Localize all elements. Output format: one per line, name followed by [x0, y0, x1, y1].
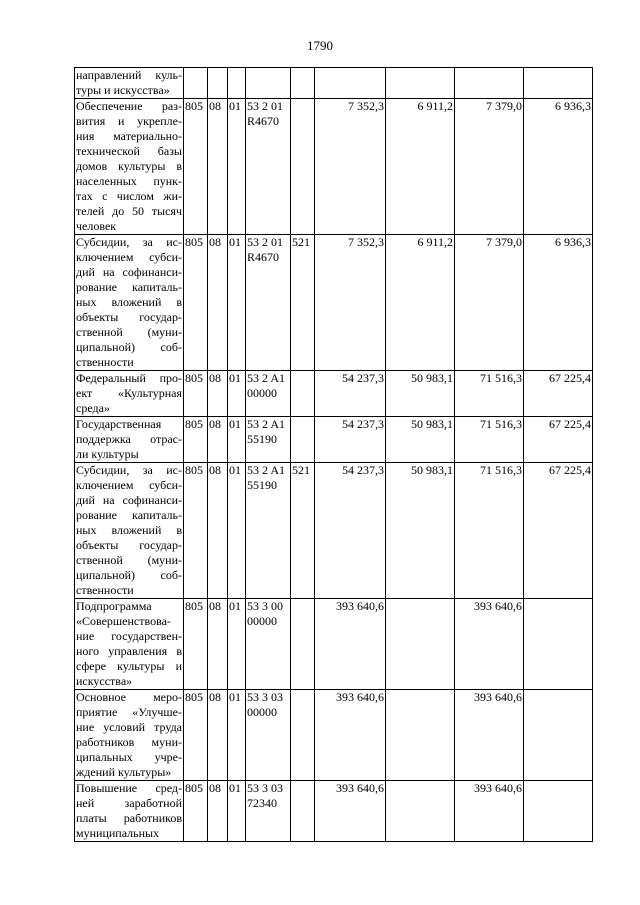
ministry-code-cell: 805 — [184, 417, 208, 463]
budget-table — [74, 67, 593, 842]
section-code-cell: 08 — [208, 599, 228, 690]
amount-cell-4: 67 225,4 — [524, 417, 593, 463]
target-article-line: R4670 — [247, 250, 280, 264]
item-name-line: искусства» — [76, 674, 133, 688]
target-article-line: 55190 — [247, 432, 277, 446]
item-name-line: тах с числом жи- — [76, 189, 182, 203]
item-name-line: дий на софинанси- — [76, 265, 182, 279]
subsection-code-cell: 01 — [228, 371, 246, 417]
table-row — [75, 235, 593, 371]
item-name-line: ние государствен- — [76, 629, 182, 643]
target-article-cell — [246, 781, 291, 842]
target-article-line: 53 3 03 — [247, 781, 283, 795]
target-article-cell — [246, 417, 291, 463]
amount-cell-2 — [386, 781, 455, 842]
expense-type-cell: 521 — [291, 463, 315, 599]
amount-cell-1: 54 237,3 — [315, 371, 386, 417]
item-name-line: ципальных учре- — [76, 750, 182, 764]
target-article-line: 53 2 A1 — [247, 371, 286, 385]
budget-table-body — [75, 68, 593, 842]
subsection-code-cell: 01 — [228, 99, 246, 235]
amount-cell-3: 71 516,3 — [455, 417, 524, 463]
subsection-code-cell: 01 — [228, 463, 246, 599]
amount-cell-3: 71 516,3 — [455, 463, 524, 599]
item-name-cell — [75, 99, 184, 235]
page-number: 1790 — [307, 38, 333, 53]
target-article-line: 00000 — [247, 386, 277, 400]
item-name-line: рование капиталь- — [76, 280, 182, 294]
item-name-line: платы работников — [76, 811, 182, 825]
amount-cell-2 — [386, 599, 455, 690]
target-article-line: 53 3 03 — [247, 690, 283, 704]
item-name-cell — [75, 371, 184, 417]
item-name-line: «Совершенствова- — [76, 614, 171, 628]
item-name-line: среда» — [76, 401, 110, 415]
item-name-line: объекты государ- — [76, 538, 182, 552]
amount-cell-2: 6 911,2 — [386, 99, 455, 235]
item-name-line: ных вложений в — [76, 295, 182, 309]
item-name-cell — [75, 68, 184, 99]
item-name-line: Субсидии, за ис- — [76, 463, 182, 477]
amount-cell-1 — [315, 68, 386, 99]
target-article-cell — [246, 599, 291, 690]
amount-cell-1: 393 640,6 — [315, 690, 386, 781]
ministry-code-cell: 805 — [184, 690, 208, 781]
item-name-cell — [75, 690, 184, 781]
target-article-line: 55190 — [247, 478, 277, 492]
amount-cell-4: 67 225,4 — [524, 463, 593, 599]
amount-cell-4: 6 936,3 — [524, 99, 593, 235]
item-name-line: муниципальных — [76, 826, 160, 840]
ministry-code-cell: 805 — [184, 781, 208, 842]
item-name-line: технической базы — [76, 144, 182, 158]
item-name-line: ственности — [76, 583, 134, 597]
amount-cell-2: 50 983,1 — [386, 371, 455, 417]
table-row — [75, 599, 593, 690]
item-name-cell — [75, 417, 184, 463]
item-name-line: рование капиталь- — [76, 508, 182, 522]
amount-cell-4 — [524, 781, 593, 842]
amount-cell-1: 393 640,6 — [315, 599, 386, 690]
amount-cell-3: 393 640,6 — [455, 781, 524, 842]
ministry-code-cell: 805 — [184, 99, 208, 235]
amount-cell-2 — [386, 68, 455, 99]
item-name-line: домов культуры в — [76, 159, 182, 173]
item-name-cell — [75, 235, 184, 371]
expense-type-cell: 521 — [291, 235, 315, 371]
item-name-line: Повышение сред- — [76, 781, 182, 795]
item-name-line: объекты государ- — [76, 310, 182, 324]
target-article-line: 53 2 01 — [247, 235, 283, 249]
expense-type-cell — [291, 781, 315, 842]
target-article-line: 00000 — [247, 614, 277, 628]
amount-cell-1: 393 640,6 — [315, 781, 386, 842]
amount-cell-1: 54 237,3 — [315, 463, 386, 599]
amount-cell-3: 7 379,0 — [455, 99, 524, 235]
section-code-cell: 08 — [208, 371, 228, 417]
target-article-cell — [246, 68, 291, 99]
table-row — [75, 463, 593, 599]
expense-type-cell — [291, 371, 315, 417]
amount-cell-3: 7 379,0 — [455, 235, 524, 371]
item-name-line: направлений куль- — [76, 68, 182, 82]
amount-cell-2: 6 911,2 — [386, 235, 455, 371]
subsection-code-cell: 01 — [228, 235, 246, 371]
table-row — [75, 690, 593, 781]
item-name-line: ние условий труда — [76, 720, 182, 734]
item-name-line: ния материально- — [76, 129, 182, 143]
amount-cell-3: 393 640,6 — [455, 599, 524, 690]
item-name-line: вития и укрепле- — [76, 114, 182, 128]
item-name-line: сфере культуры и — [76, 659, 182, 673]
table-row — [75, 781, 593, 842]
target-article-line: 53 2 A1 — [247, 417, 286, 431]
ministry-code-cell — [184, 68, 208, 99]
amount-cell-4: 6 936,3 — [524, 235, 593, 371]
target-article-line: 00000 — [247, 705, 277, 719]
section-code-cell: 08 — [208, 417, 228, 463]
amount-cell-4 — [524, 599, 593, 690]
target-article-line: R4670 — [247, 114, 280, 128]
target-article-cell — [246, 463, 291, 599]
target-article-line: 53 3 00 — [247, 599, 283, 613]
section-code-cell: 08 — [208, 463, 228, 599]
ministry-code-cell: 805 — [184, 599, 208, 690]
item-name-line: ственной (муни- — [76, 553, 182, 567]
section-code-cell: 08 — [208, 235, 228, 371]
item-name-line: человек — [76, 219, 117, 233]
item-name-line: ней заработной — [76, 796, 182, 810]
item-name-line: приятие «Улучше- — [76, 705, 182, 719]
item-name-line: ект «Культурная — [76, 386, 182, 400]
target-article-line: 53 2 A1 — [247, 463, 286, 477]
expense-type-cell — [291, 690, 315, 781]
item-name-cell — [75, 599, 184, 690]
item-name-cell — [75, 463, 184, 599]
amount-cell-2 — [386, 690, 455, 781]
item-name-line: Основное меро- — [76, 690, 182, 704]
item-name-line: населенных пунк- — [76, 174, 182, 188]
amount-cell-3 — [455, 68, 524, 99]
section-code-cell: 08 — [208, 781, 228, 842]
amount-cell-1: 7 352,3 — [315, 99, 386, 235]
amount-cell-2: 50 983,1 — [386, 463, 455, 599]
item-name-line: ственной (муни- — [76, 325, 182, 339]
item-name-line: Федеральный про- — [76, 371, 182, 385]
item-name-line: ключением субси- — [76, 478, 182, 492]
subsection-code-cell: 01 — [228, 690, 246, 781]
item-name-line: ципальной) соб- — [76, 340, 182, 354]
amount-cell-4 — [524, 68, 593, 99]
target-article-line: 53 2 01 — [247, 99, 283, 113]
amount-cell-3: 71 516,3 — [455, 371, 524, 417]
item-name-line: Подпрограмма — [76, 599, 152, 613]
item-name-line: ственности — [76, 355, 134, 369]
item-name-line: ных вложений в — [76, 523, 182, 537]
item-name-cell — [75, 781, 184, 842]
subsection-code-cell: 01 — [228, 781, 246, 842]
item-name-line: ципальной) соб- — [76, 568, 182, 582]
amount-cell-2: 50 983,1 — [386, 417, 455, 463]
expense-type-cell — [291, 417, 315, 463]
item-name-line: ли культуры — [76, 447, 139, 461]
item-name-line: поддержка отрас- — [76, 432, 182, 446]
expense-type-cell — [291, 68, 315, 99]
target-article-cell — [246, 690, 291, 781]
table-row — [75, 99, 593, 235]
item-name-line: ного управления в — [76, 644, 182, 658]
expense-type-cell — [291, 599, 315, 690]
target-article-line: 72340 — [247, 796, 277, 810]
item-name-line: Обеспечение раз- — [76, 99, 182, 113]
table-row — [75, 371, 593, 417]
item-name-line: туры и искусства» — [76, 83, 170, 97]
amount-cell-4 — [524, 690, 593, 781]
amount-cell-1: 7 352,3 — [315, 235, 386, 371]
amount-cell-4: 67 225,4 — [524, 371, 593, 417]
section-code-cell: 08 — [208, 99, 228, 235]
item-name-line: телей до 50 тысяч — [76, 204, 182, 218]
section-code-cell — [208, 68, 228, 99]
item-name-line: ключением субси- — [76, 250, 182, 264]
item-name-line: работников муни- — [76, 735, 182, 749]
item-name-line: ждений культуры» — [76, 765, 172, 779]
ministry-code-cell: 805 — [184, 371, 208, 417]
section-code-cell: 08 — [208, 690, 228, 781]
subsection-code-cell: 01 — [228, 417, 246, 463]
subsection-code-cell — [228, 68, 246, 99]
target-article-cell — [246, 99, 291, 235]
amount-cell-3: 393 640,6 — [455, 690, 524, 781]
target-article-cell — [246, 235, 291, 371]
amount-cell-1: 54 237,3 — [315, 417, 386, 463]
ministry-code-cell: 805 — [184, 235, 208, 371]
expense-type-cell — [291, 99, 315, 235]
item-name-line: Государственная — [76, 417, 162, 431]
item-name-line: дий на софинанси- — [76, 493, 182, 507]
item-name-line: Субсидии, за ис- — [76, 235, 182, 249]
table-row — [75, 417, 593, 463]
target-article-cell — [246, 371, 291, 417]
ministry-code-cell: 805 — [184, 463, 208, 599]
subsection-code-cell: 01 — [228, 599, 246, 690]
table-row — [75, 68, 593, 99]
